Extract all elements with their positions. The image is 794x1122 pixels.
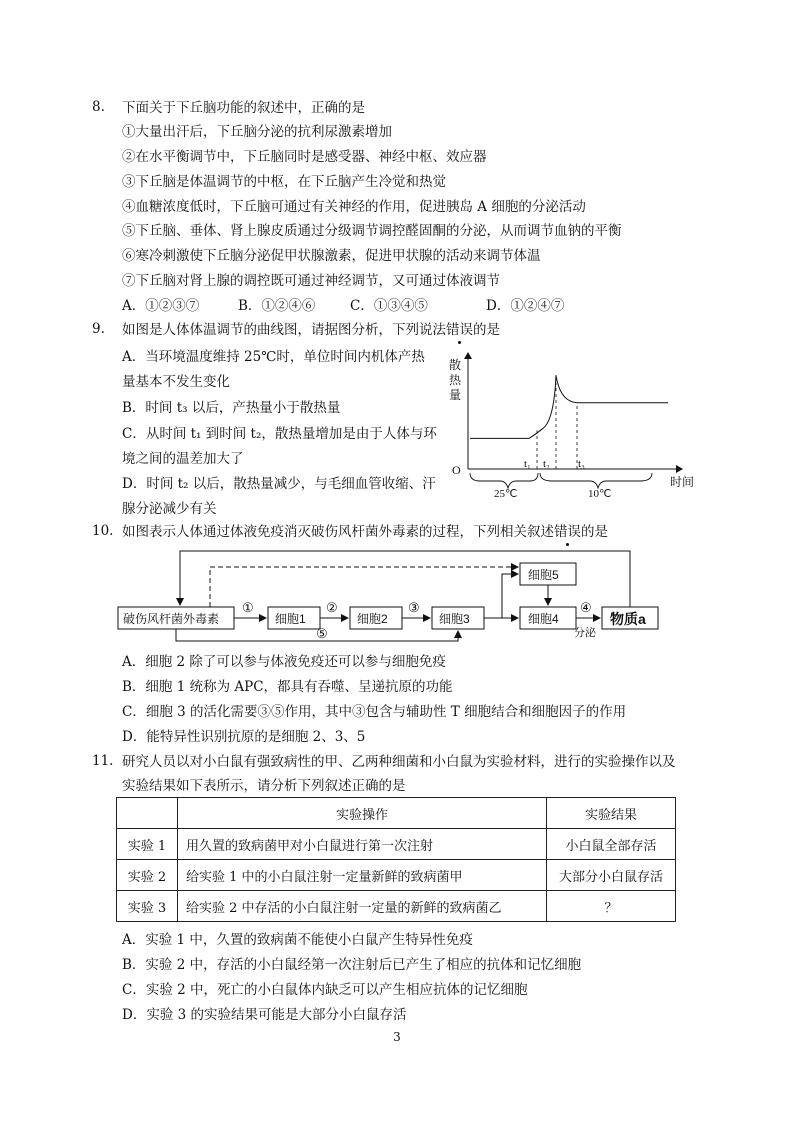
q9-option-d-line2: 腺分泌减少有关 — [122, 501, 217, 517]
env-temp-25: 25℃ — [494, 488, 518, 500]
q9-option-c-line1: C．从时间 t₁ 到时间 t₂，散热量增加是由于人体与环 — [122, 426, 437, 442]
step-5: ⑤ — [316, 626, 328, 641]
label-cell2: 细胞2 — [357, 612, 388, 626]
label-cell1: 细胞1 — [275, 612, 306, 626]
q10-option-d: D．能特异性识别抗原的是细胞 2、3、5 — [122, 729, 366, 745]
tick-t1: t₁ — [524, 458, 531, 470]
q9-option-d-line1: D．时间 t₂ 以后，散热量减少，与毛细血管收缩、汗 — [122, 476, 436, 492]
origin-label: O — [452, 463, 461, 477]
q11-option-d: D．实验 3 的实验结果可能是大部分小白鼠存活 — [122, 1007, 407, 1023]
q9-number: 9. — [92, 321, 105, 337]
q11-option-c: C．实验 2 中，死亡的小白鼠体内缺乏可以产生相应抗体的记忆细胞 — [122, 982, 528, 998]
q10-stem-pre: 如图表示人体通过体液免疫消灭破伤风杆菌外毒素的过程，下列相关叙述 — [122, 524, 554, 540]
label-substance-a: 物质a — [610, 611, 646, 627]
q9-option-b: B．时间 t₃ 以后，产热量小于散热量 — [122, 400, 341, 416]
q8-stem: 下面关于下丘脑功能的叙述中，正确的是 — [122, 100, 365, 116]
q9-temperature-chart — [440, 345, 700, 500]
q8-option-c: C．①③④⑤ — [350, 298, 428, 314]
label-secrete: 分泌 — [574, 627, 596, 639]
q9-stem-pre: 如图是人体体温调节的曲线图，请据图分析，下列说法 — [122, 322, 446, 338]
q8-statement-3: ③下丘脑是体温调节的中枢，在下丘脑产生冷觉和热觉 — [122, 174, 446, 190]
y-axis-label-char-3: 量 — [449, 388, 462, 402]
table-cell-label: 实验 1 — [117, 829, 178, 860]
q11-option-b: B．实验 2 中，存活的小白鼠经第一次注射后已产生了相应的抗体和记忆细胞 — [122, 957, 582, 973]
q9-stem-post: 的是 — [473, 322, 500, 338]
q8-statement-5: ⑤下丘脑、垂体、肾上腺皮质通过分级调节调控醛固酮的分泌，从而调节血钠的平衡 — [122, 223, 622, 239]
q9-stem — [122, 321, 500, 339]
q10-option-c: C．细胞 3 的活化需要③⑤作用，其中③包含与辅助性 T 细胞结合和细胞因子的作用 — [122, 704, 627, 720]
dashed-arrow-toxin-cell5 — [210, 567, 518, 607]
q9-stem-emphasis: 错误 — [446, 322, 473, 338]
q11-option-a: A．实验 1 中，久置的致病菌不能使小白鼠产生特异性免疫 — [122, 932, 473, 948]
q8-number: 8. — [92, 99, 105, 115]
heat-dissipation-curve — [470, 375, 668, 438]
table-cell-operation: 给实验 1 中的小白鼠注射一定量新鲜的致病菌甲 — [178, 860, 547, 891]
y-axis-label-char-2: 热 — [449, 373, 462, 387]
bracket-10c — [540, 473, 652, 488]
q9-option-a-line2: 量基本不发生变化 — [122, 374, 230, 390]
q11-number: 11. — [92, 753, 114, 769]
table-cell-label: 实验 3 — [117, 891, 178, 922]
table-row — [117, 891, 676, 922]
q8-option-a: A．①②③⑦ — [122, 298, 200, 314]
q8-statement-6: ⑥寒冷刺激使下丘脑分泌促甲状腺激素，促进甲状腺的活动来调节体温 — [122, 248, 541, 264]
label-toxin: 破伤风杆菌外毒素 — [123, 612, 220, 626]
label-cell4: 细胞4 — [528, 612, 559, 626]
y-axis-label-char-1: 散 — [449, 358, 462, 372]
q11-stem-line2: 实验结果如下表所示，请分析下列叙述正确的是 — [122, 778, 406, 794]
arrow-substance-to-toxin — [180, 551, 630, 607]
q8-statement-2: ②在水平衡调节中，下丘脑同时是感受器、神经中枢、效应器 — [122, 149, 487, 165]
table-cell-result: 小白鼠全部存活 — [547, 829, 676, 860]
step-1: ① — [242, 600, 254, 615]
q8-option-d: D．①②④⑦ — [486, 298, 565, 314]
label-cell5: 细胞5 — [528, 568, 559, 582]
q10-stem-emphasis: 错误 — [554, 524, 581, 540]
x-axis-label: 时间 — [670, 475, 695, 489]
q11-experiment-table — [116, 797, 676, 922]
label-cell3: 细胞3 — [439, 612, 470, 626]
q8-option-b: B．①②④⑥ — [238, 298, 316, 314]
q9-option-c-line2: 境之间的温差加大了 — [122, 451, 244, 467]
table-header-cell — [117, 798, 178, 829]
q10-stem-post: 的是 — [581, 524, 608, 540]
table-header-cell: 实验操作 — [178, 798, 547, 829]
q10-stem — [122, 523, 608, 541]
table-cell-label: 实验 2 — [117, 860, 178, 891]
q10-option-b: B．细胞 1 统称为 APC，都具有吞噬、呈递抗原的功能 — [122, 679, 453, 695]
step-3: ③ — [408, 600, 420, 615]
table-row — [117, 860, 676, 891]
q10-number: 10. — [92, 523, 114, 539]
q9-option-a-line1: A．当环境温度维持 25℃时，单位时间内机体产热 — [122, 349, 425, 365]
q8-statement-4: ④血糖浓度低时，下丘脑可通过有关神经的作用，促进胰岛 A 细胞的分泌活动 — [122, 199, 586, 215]
q10-immune-diagram — [110, 545, 670, 650]
step-2: ② — [326, 600, 338, 615]
env-temp-10: 10℃ — [588, 488, 612, 500]
table-cell-result: ？ — [547, 891, 676, 922]
page-number: 3 — [393, 1030, 401, 1044]
bracket-25c — [470, 473, 538, 488]
q8-statement-7: ⑦下丘脑对肾上腺的调控既可通过神经调节，又可通过体液调节 — [122, 273, 500, 289]
tick-t3: t₃ — [578, 458, 585, 470]
q10-option-a: A．细胞 2 除了可以参与体液免疫还可以参与细胞免疫 — [122, 654, 446, 670]
arrow-cell3-cell5 — [502, 574, 518, 618]
step-4: ④ — [580, 600, 592, 615]
table-cell-result: 大部分小白鼠存活 — [547, 860, 676, 891]
table-header-row — [117, 798, 676, 829]
table-row — [117, 829, 676, 860]
table-cell-operation: 给实验 2 中存活的小白鼠注射一定量的新鲜的致病菌乙 — [178, 891, 547, 922]
tick-t2: t₂ — [543, 458, 550, 470]
q8-statement-1: ①大量出汗后，下丘脑分泌的抗利尿激素增加 — [122, 124, 392, 140]
table-header-cell: 实验结果 — [547, 798, 676, 829]
table-cell-operation: 用久置的致病菌甲对小白鼠进行第一次注射 — [178, 829, 547, 860]
q11-stem-line1: 研究人员以对小白鼠有强致病性的甲、乙两种细菌和小白鼠为实验材料，进行的实验操作以及 — [122, 754, 676, 770]
